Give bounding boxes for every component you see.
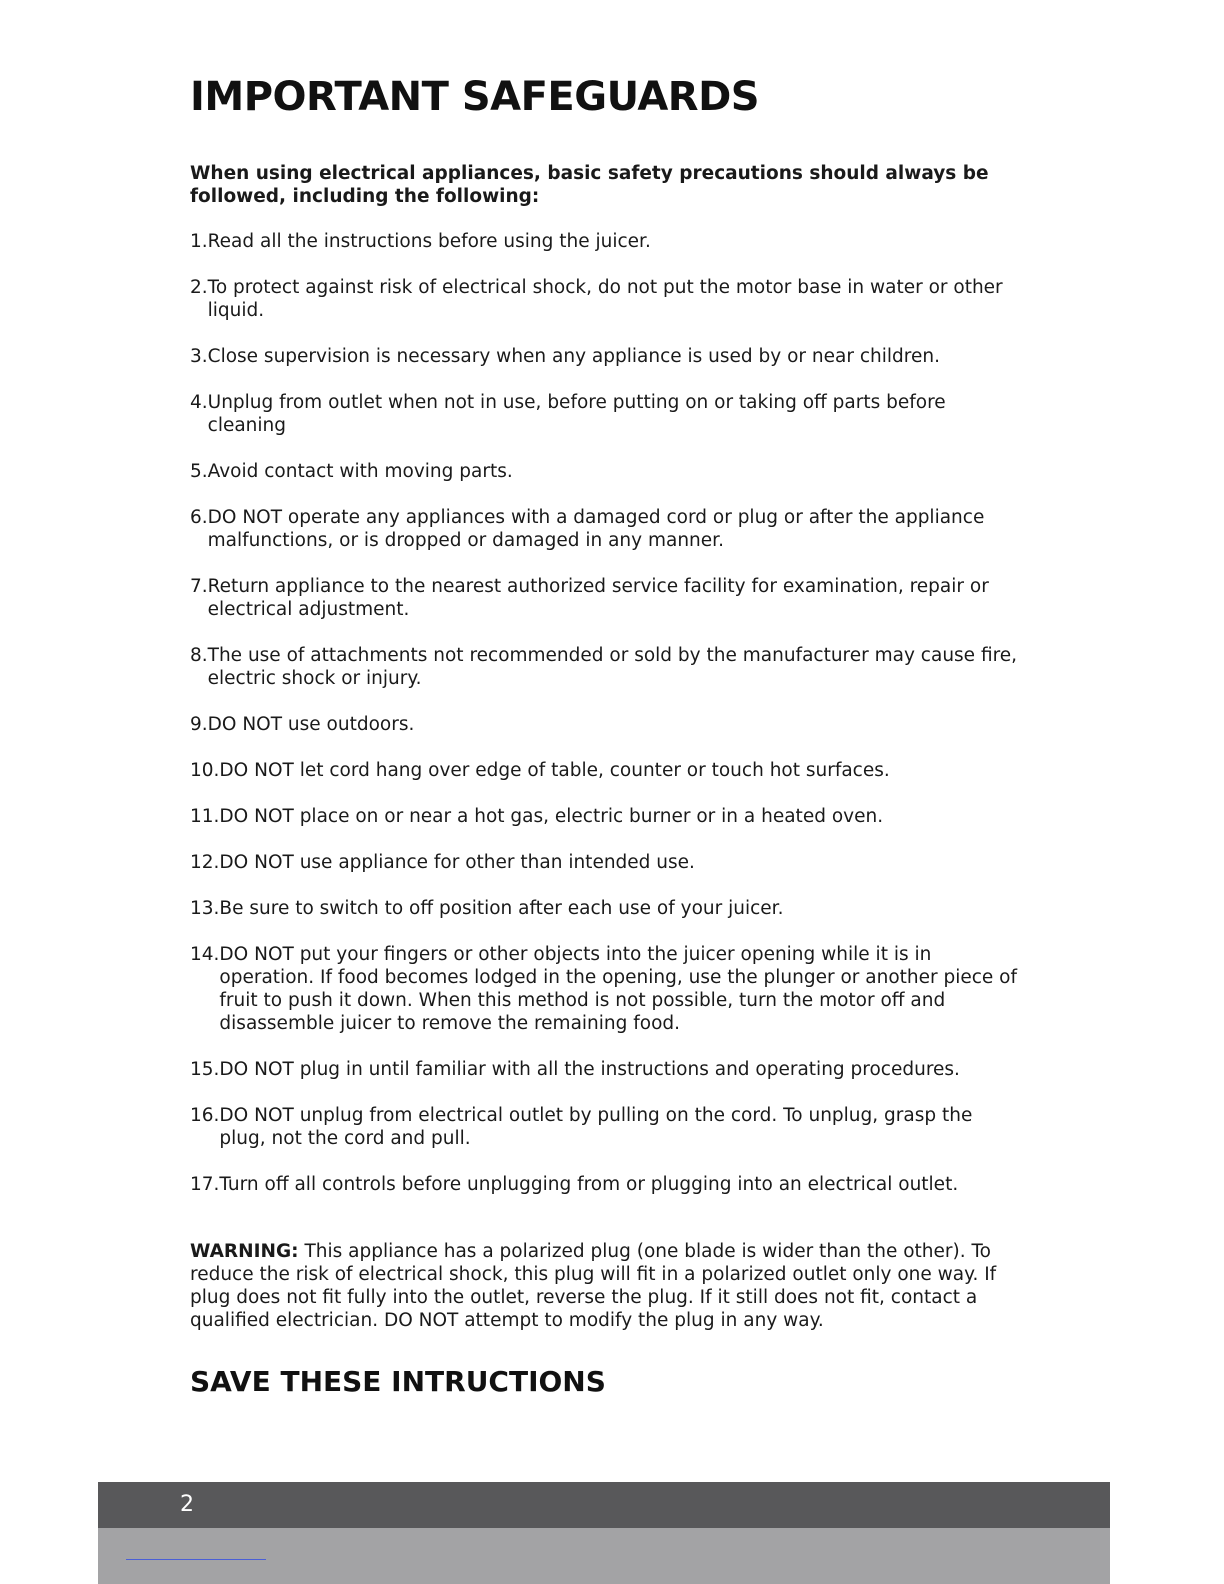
safeguards-list [190, 230, 1020, 1196]
item-number: 5. [190, 461, 208, 482]
item-number: 17. [190, 1174, 220, 1195]
item-number: 10. [190, 760, 220, 781]
list-item [190, 1104, 1020, 1150]
item-number: 3. [190, 346, 208, 367]
warning-text: This appliance has a polarized plug (one blade is wider than the other). To reduce the risk of electrical shock, this plug will fit in a polarized outlet only one way. If plug does not fit fully into the outlet, reverse the plug. If it still does not fit, contact a qualified electrician. DO NOT attempt to modify the plug in any way. [190, 1241, 997, 1331]
document-content [190, 70, 1020, 1400]
item-number: 2. [190, 277, 208, 298]
item-text: Be sure to switch to off position after each use of your juicer. [219, 898, 784, 919]
list-item [190, 943, 1020, 1035]
list-item [190, 851, 1020, 874]
item-number: 7. [190, 576, 208, 597]
item-number: 4. [190, 392, 208, 413]
item-text: DO NOT use appliance for other than intended use. [219, 852, 695, 873]
footer-bar [98, 1482, 1110, 1528]
item-text: DO NOT operate any appliances with a damaged cord or plug or after the appliance malfunctions, or is dropped or damaged in any manner. [207, 507, 985, 551]
item-text: DO NOT place on or near a hot gas, electric burner or in a heated oven. [219, 806, 884, 827]
item-number: 12. [190, 852, 220, 873]
item-text: Read all the instructions before using the juicer. [207, 231, 651, 252]
item-text: Unplug from outlet when not in use, before putting on or taking off parts before cleaning [207, 392, 946, 436]
warning-paragraph [190, 1240, 1020, 1332]
list-item [190, 460, 1020, 483]
save-instructions-heading: SAVE THESE INTRUCTIONS [190, 1365, 606, 1398]
page-number: 2 [180, 1492, 194, 1517]
list-item [190, 230, 1020, 253]
item-number: 13. [190, 898, 220, 919]
list-item [190, 1173, 1020, 1196]
item-number: 8. [190, 645, 208, 666]
footer-lower-bar [98, 1528, 1110, 1584]
item-number: 14. [190, 944, 220, 965]
list-item [190, 391, 1020, 437]
item-text: DO NOT let cord hang over edge of table, counter or touch hot surfaces. [219, 760, 890, 781]
intro-paragraph: When using electrical appliances, basic safety precautions should always be followed, including the following: [190, 163, 989, 207]
item-text: To protect against risk of electrical shock, do not put the motor base in water or other liquid. [207, 277, 1003, 321]
item-text: Return appliance to the nearest authorized service facility for examination, repair or electrical adjustment. [207, 576, 989, 620]
list-item [190, 897, 1020, 920]
item-number: 15. [190, 1059, 220, 1080]
list-item [190, 759, 1020, 782]
item-text: DO NOT plug in until familiar with all the instructions and operating procedures. [219, 1059, 960, 1080]
item-number: 6. [190, 507, 208, 528]
item-number: 9. [190, 714, 208, 735]
item-text: DO NOT put your fingers or other objects into the juicer opening while it is in operation. If food becomes lodged in the opening, use the plunger or another piece of fruit to push it down. When this method is not possible, turn the motor off and disassemble juicer to remove the remaining food. [219, 944, 1018, 1034]
page-title: IMPORTANT SAFEGUARDS [190, 74, 760, 120]
list-item [190, 805, 1020, 828]
list-item [190, 276, 1020, 322]
warning-label: WARNING: [190, 1241, 299, 1262]
footer-link-underline[interactable] [126, 1559, 266, 1560]
item-text: Close supervision is necessary when any appliance is used by or near children. [207, 346, 940, 367]
list-item [190, 345, 1020, 368]
list-item [190, 644, 1020, 690]
list-item [190, 506, 1020, 552]
item-number: 16. [190, 1105, 220, 1126]
list-item [190, 713, 1020, 736]
item-text: DO NOT unplug from electrical outlet by pulling on the cord. To unplug, grasp the plug, not the cord and pull. [219, 1105, 973, 1149]
list-item [190, 575, 1020, 621]
item-number: 11. [190, 806, 220, 827]
item-number: 1. [190, 231, 208, 252]
item-text: Avoid contact with moving parts. [207, 461, 513, 482]
item-text: Turn off all controls before unplugging from or plugging into an electrical outlet. [219, 1174, 959, 1195]
item-text: The use of attachments not recommended or sold by the manufacturer may cause fire, electric shock or injury. [207, 645, 1018, 689]
list-item [190, 1058, 1020, 1081]
item-text: DO NOT use outdoors. [207, 714, 415, 735]
